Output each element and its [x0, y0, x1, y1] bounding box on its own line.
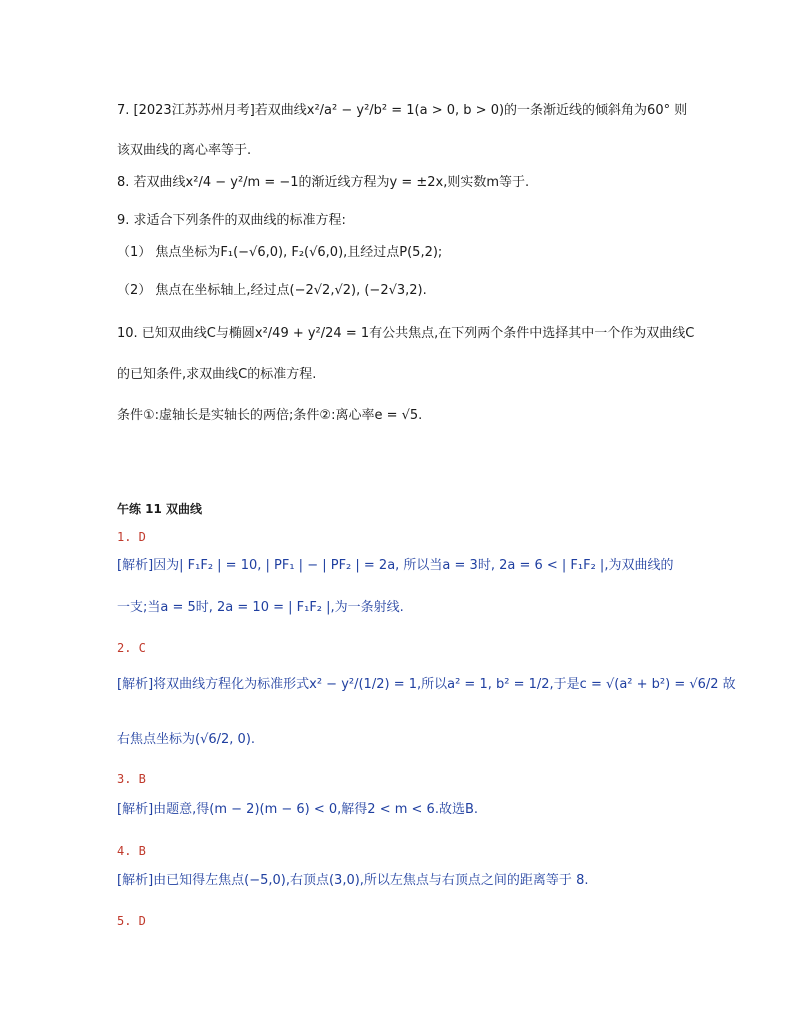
answer-2-explanation-line-2: 右焦点坐标为(√6/2, 0). [117, 732, 256, 747]
answer-3-label: 3. B [117, 772, 146, 786]
problem-7-line-1: 7. [2023江苏苏州月考]若双曲线x²/a² − y²/b² = 1(a > 0, b > 0)的一条渐近线的倾斜角为60° 则 [117, 103, 688, 118]
problem-10-line-2: 的已知条件,求双曲线C的标准方程. [117, 367, 317, 382]
answer-1-explanation-line-1: [解析]因为| F₁F₂ | = 10, | PF₁ | − | PF₂ | = 2a, 所以当a = 3时, 2a = 6 < | F₁F₂ |,为双曲线的 [117, 558, 674, 573]
answer-4-explanation: [解析]由已知得左焦点(−5,0),右顶点(3,0),所以左焦点与右顶点之间的距离等于 8. [117, 873, 589, 888]
answer-4-label: 4. B [117, 844, 146, 858]
problem-10-line-1: 10. 已知双曲线C与椭圆x²/49 + y²/24 = 1有公共焦点,在下列两个条件中选择其中一个作为双曲线C [117, 326, 695, 341]
problem-9-part-2: （2） 焦点在坐标轴上,经过点(−2√2,√2), (−2√3,2). [117, 283, 427, 298]
problem-9-part-1: （1） 焦点坐标为F₁(−√6,0), F₂(√6,0),且经过点P(5,2); [117, 245, 443, 260]
answer-5-label: 5. D [117, 914, 146, 928]
problem-7-line-2: 该双曲线的离心率等于. [117, 143, 252, 158]
answer-2-label: 2. C [117, 641, 146, 655]
answer-3-explanation: [解析]由题意,得(m − 2)(m − 6) < 0,解得2 < m < 6.故选B. [117, 802, 479, 817]
answer-2-explanation-line-1: [解析]将双曲线方程化为标准形式x² − y²/(1/2) = 1,所以a² = 1, b² = 1/2,于是c = √(a² + b²) = √6/2 故 [117, 677, 736, 692]
problem-9: 9. 求适合下列条件的双曲线的标准方程: [117, 213, 346, 228]
answer-1-explanation-line-2: 一支;当a = 5时, 2a = 10 = | F₁F₂ |,为一条射线. [117, 600, 404, 615]
answer-section-title: 午练 11 双曲线 [117, 502, 203, 516]
answer-1-label: 1. D [117, 530, 146, 544]
problem-8: 8. 若双曲线x²/4 − y²/m = −1的渐近线方程为y = ±2x,则实数m等于. [117, 175, 530, 190]
problem-10-conditions: 条件①:虚轴长是实轴长的两倍;条件②:离心率e = √5. [117, 408, 423, 423]
